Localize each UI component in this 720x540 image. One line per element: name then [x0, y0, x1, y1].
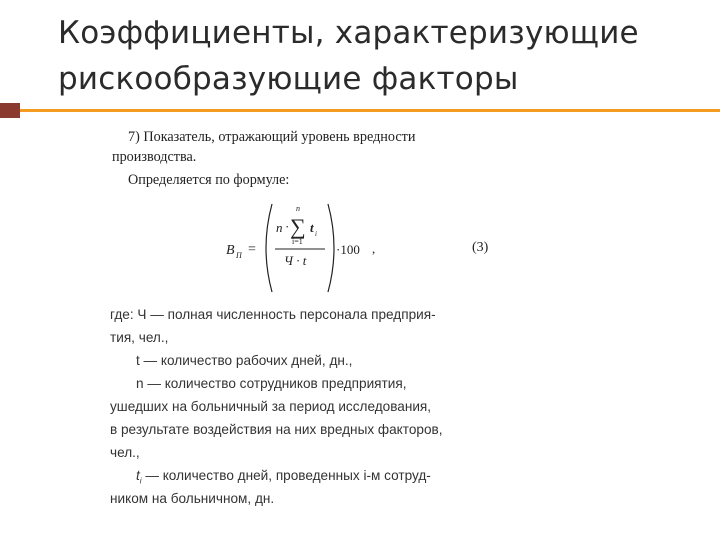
left-paren [266, 204, 272, 292]
formula-lhs-sub: П [236, 251, 242, 260]
intro-line-1: 7) Показатель, отражающий уровень вредности [128, 129, 416, 145]
right-paren [328, 204, 334, 292]
formula-dot: · [285, 219, 290, 234]
where-line-3: t — количество рабочих дней, дн., [136, 353, 353, 368]
formula-t-sub: i [315, 230, 317, 238]
where-line-1: где: Ч — полная численность персонала предприя- [110, 307, 436, 322]
formula-sum-bottom: i=1 [292, 237, 303, 246]
formula [224, 198, 384, 298]
formula-equals: = [248, 242, 256, 257]
divider-line [20, 109, 720, 112]
formula-denominator: Ч · t [284, 253, 307, 268]
divider-square [0, 103, 20, 118]
where-t-desc: — количество дней, проведенных i-м сотруд- [141, 468, 431, 483]
formula-t-var: t [310, 220, 314, 235]
formula-sum-top: n [296, 204, 300, 213]
sum-sign: ∑ [290, 214, 306, 239]
where-line-7: чел., [110, 445, 140, 460]
where-line-8 [136, 467, 431, 491]
where-line-9: ником на больничном, дн. [110, 491, 275, 506]
intro-line-3: Определяется по формуле: [128, 172, 290, 188]
formula-n-term: n [276, 220, 283, 235]
formula-times-100: ·100 [336, 242, 360, 257]
where-line-2: тия, чел., [110, 330, 169, 345]
formula-comma: , [372, 241, 376, 256]
intro-line-2: производства. [112, 149, 197, 165]
where-line-4: n — количество сотрудников предприятия, [136, 376, 407, 391]
title-line-1: Коэффициенты, характеризующие [58, 15, 639, 51]
formula-lhs: B [226, 243, 235, 258]
equation-number: (3) [472, 240, 489, 255]
title-line-2: рискообразующие факторы [58, 61, 519, 97]
where-line-5: ушедших на больничный за период исследования, [110, 399, 432, 414]
where-t-var: t [136, 468, 140, 483]
slide-title [58, 10, 698, 102]
where-line-6: в результате воздействия на них вредных факторов, [110, 422, 443, 437]
where-t-sub: i [139, 476, 142, 486]
scanned-document [108, 124, 508, 504]
